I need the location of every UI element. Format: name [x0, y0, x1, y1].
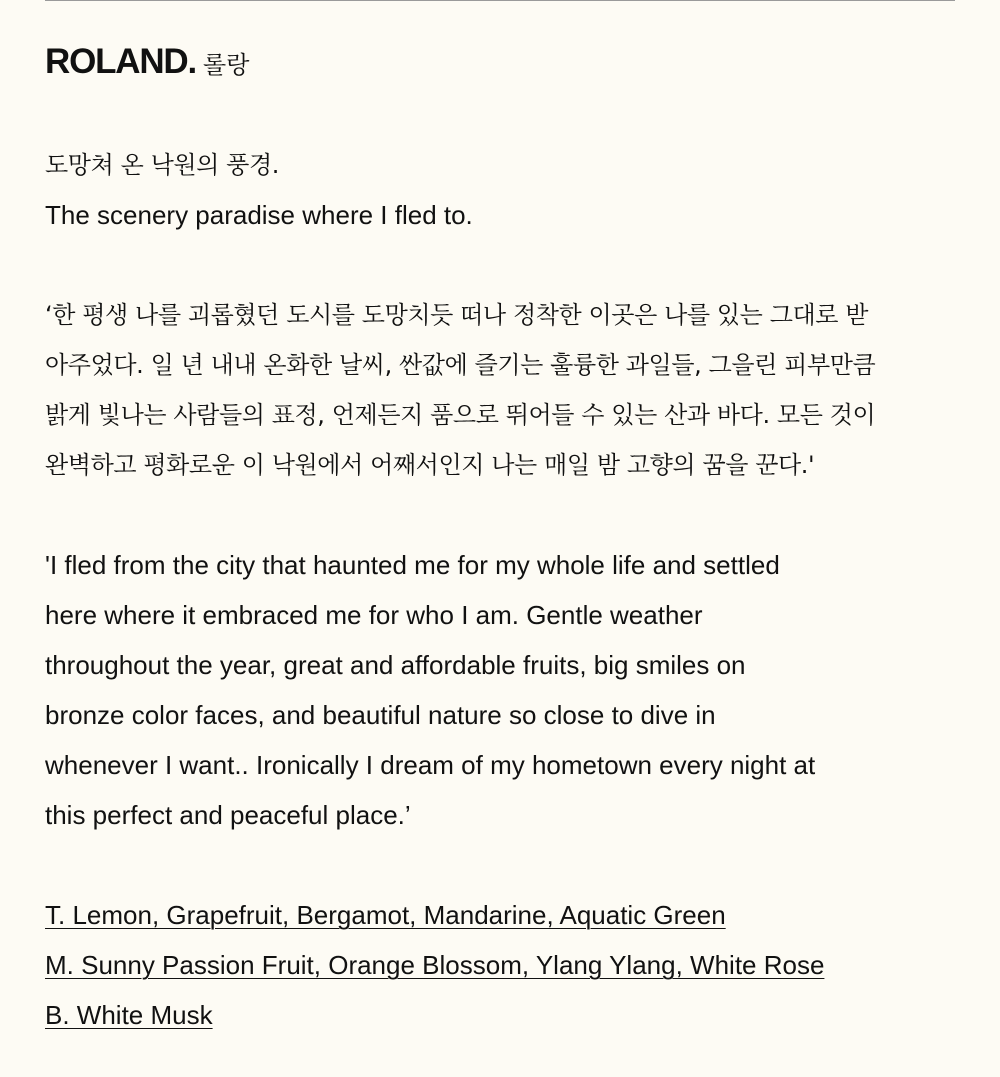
quote-english-line: whenever I want.. Ironically I dream of my hometown every night at — [45, 750, 816, 780]
quote-english — [45, 540, 960, 840]
quote-korean-line: 완벽하고 평화로운 이 낙원에서 어째서인지 나는 매일 밤 고향의 꿈을 꾼다.' — [45, 451, 815, 479]
quote-korean-line: 밝게 빛나는 사람들의 표정, 언제든지 품으로 뛰어들 수 있는 산과 바다. 모든 것이 — [45, 401, 876, 429]
fragrance-notes — [45, 890, 960, 1040]
middle-notes-link[interactable]: M. Sunny Passion Fruit, Orange Blossom, Ylang Ylang, White Rose — [45, 950, 825, 980]
product-title — [45, 37, 960, 87]
quote-english-line: bronze color faces, and beautiful nature so close to dive in — [45, 700, 716, 730]
top-notes-link[interactable]: T. Lemon, Grapefruit, Bergamot, Mandarine, Aquatic Green — [45, 900, 726, 930]
quote-korean-line: ‘한 평생 나를 괴롭혔던 도시를 도망치듯 떠나 정착한 이곳은 나를 있는 그대로 받 — [45, 301, 869, 329]
quote-english-line: this perfect and peaceful place.’ — [45, 800, 411, 830]
brand-name-english: ROLAND. — [45, 42, 197, 81]
quote-english-line: here where it embraced me for who I am. Gentle weather — [45, 600, 703, 630]
quote-korean-line: 아주었다. 일 년 내내 온화한 날씨, 싼값에 즐기는 훌륭한 과일들, 그을린 피부만큼 — [45, 351, 876, 379]
quote-korean — [45, 290, 960, 490]
quote-english-line: throughout the year, great and affordable fruits, big smiles on — [45, 650, 746, 680]
top-divider — [45, 0, 955, 1]
tagline — [45, 140, 960, 240]
brand-name-korean: 롤랑 — [203, 51, 250, 79]
tagline-english: The scenery paradise where I fled to. — [45, 200, 473, 230]
base-notes-link[interactable]: B. White Musk — [45, 1000, 213, 1030]
quote-english-line: 'I fled from the city that haunted me for my whole life and settled — [45, 550, 780, 580]
product-description — [45, 37, 960, 1040]
tagline-korean: 도망쳐 온 낙원의 풍경. — [45, 151, 279, 179]
